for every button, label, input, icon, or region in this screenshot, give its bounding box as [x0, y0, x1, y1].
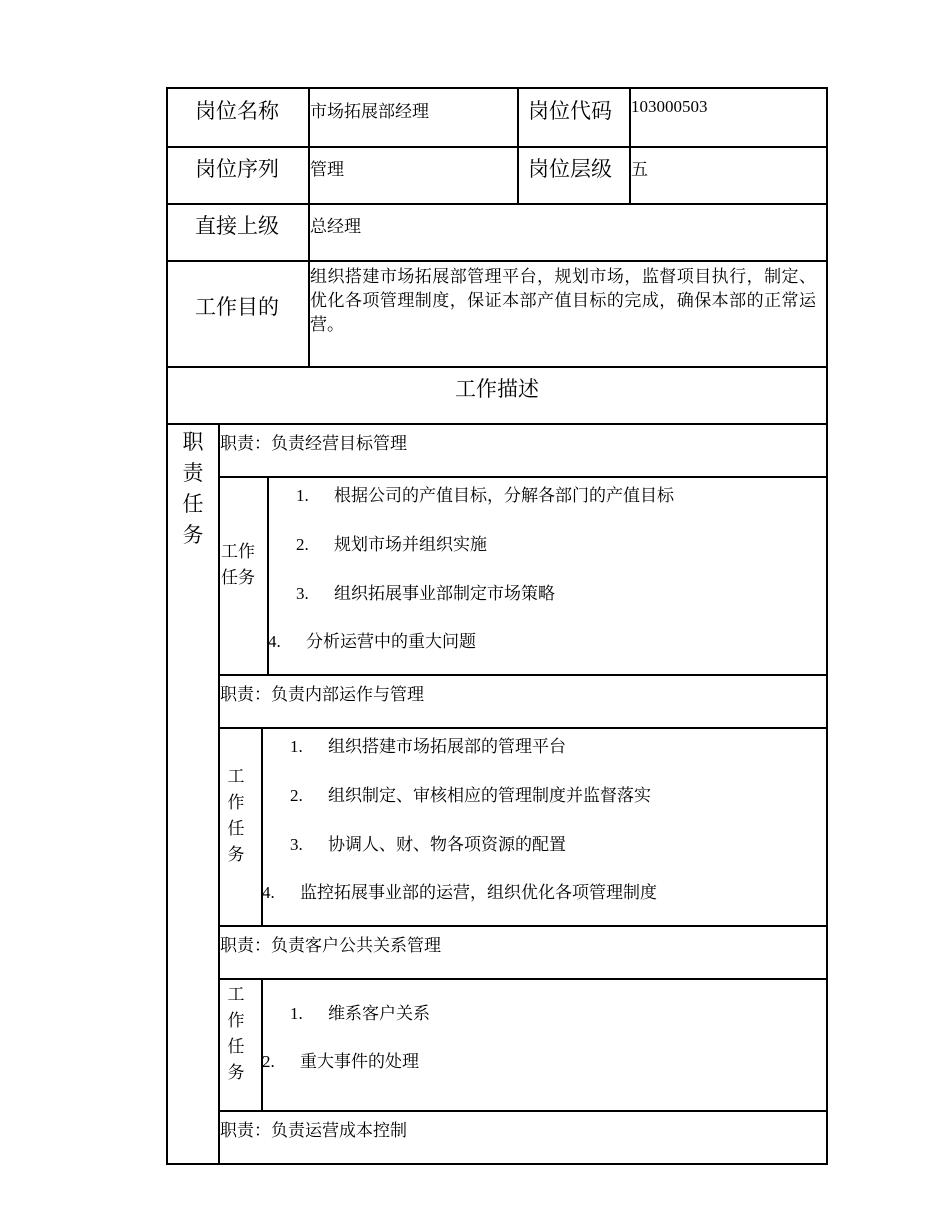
- task-text: 组织制定、审核相应的管理制度并监督落实: [328, 786, 651, 805]
- row-divider: [218, 1110, 828, 1112]
- task-item: [290, 781, 651, 806]
- row-divider: [218, 476, 828, 478]
- position-level-label: 岗位层级: [528, 157, 612, 181]
- row-divider: [218, 674, 828, 676]
- task-number: 3.: [296, 584, 309, 603]
- position-name-value: 市场拓展部经理: [310, 102, 429, 121]
- task-text: 根据公司的产值目标，分解各部门的产值目标: [334, 486, 674, 505]
- task-text: 维系客户关系: [328, 1004, 430, 1023]
- position-level-value: 五: [631, 160, 648, 179]
- task-number: 1.: [290, 737, 303, 756]
- task-text: 重大事件的处理: [300, 1052, 419, 1071]
- work-purpose-label: 工作目的: [195, 295, 279, 319]
- table-border-top: [166, 87, 828, 89]
- description-title: 工作描述: [455, 377, 539, 401]
- task-label: 工作任务: [227, 985, 245, 1082]
- task-number: 1.: [296, 486, 309, 505]
- row-divider: [166, 366, 828, 368]
- task-item: [290, 732, 566, 757]
- task-label: 工作任务: [227, 767, 245, 864]
- position-series-label: 岗位序列: [195, 157, 279, 181]
- task-number: 3.: [290, 835, 303, 854]
- task-item: [290, 830, 566, 855]
- task-label: 工作任务: [221, 542, 255, 587]
- task-text: 分析运营中的重大问题: [306, 632, 476, 651]
- task-item: [262, 878, 657, 903]
- direct-superior-value: 总经理: [310, 217, 361, 236]
- duty-title: 职责：负责运营成本控制: [220, 1121, 407, 1140]
- task-text: 协调人、财、物各项资源的配置: [328, 835, 566, 854]
- duty-title: 职责：负责内部运作与管理: [220, 685, 424, 704]
- task-item: [296, 481, 674, 506]
- row-divider: [166, 146, 828, 148]
- task-item: [296, 530, 487, 555]
- row-divider: [166, 423, 828, 425]
- col-divider: [218, 423, 220, 1164]
- row-divider: [166, 260, 828, 262]
- task-text: 组织拓展事业部制定市场策略: [334, 584, 555, 603]
- col-divider: [517, 87, 519, 204]
- task-text: 组织搭建市场拓展部的管理平台: [328, 737, 566, 756]
- col-divider: [261, 978, 263, 1111]
- table-border-left: [166, 87, 168, 1164]
- task-item: [268, 627, 476, 652]
- table-border-bottom: [166, 1163, 828, 1165]
- task-number: 2.: [296, 535, 309, 554]
- task-item: [290, 999, 430, 1024]
- duty-title: 职责：负责客户公共关系管理: [220, 936, 441, 955]
- task-number: 2.: [262, 1052, 275, 1071]
- direct-superior-label: 直接上级: [195, 214, 279, 238]
- task-item: [296, 579, 555, 604]
- task-text: 监控拓展事业部的运营，组织优化各项管理制度: [300, 883, 657, 902]
- task-number: 4.: [262, 883, 275, 902]
- task-number: 1.: [290, 1004, 303, 1023]
- task-number: 4.: [268, 632, 281, 651]
- position-code-label: 岗位代码: [528, 99, 612, 123]
- position-code-value: 103000503: [631, 97, 708, 116]
- position-name-label: 岗位名称: [195, 99, 279, 123]
- work-purpose-value: 组织搭建市场拓展部管理平台，规划市场，监督项目执行，制定、优化各项管理制度，保证本部产值目标的完成，确保本部的正常运营。: [310, 267, 816, 334]
- duties-label: 职责任务: [182, 430, 204, 547]
- duty-title: 职责：负责经营目标管理: [220, 434, 407, 453]
- task-number: 2.: [290, 786, 303, 805]
- row-divider: [218, 925, 828, 927]
- row-divider: [218, 727, 828, 729]
- position-series-value: 管理: [310, 160, 344, 179]
- row-divider: [166, 203, 828, 205]
- row-divider: [218, 978, 828, 980]
- task-text: 规划市场并组织实施: [334, 535, 487, 554]
- task-item: [262, 1047, 419, 1072]
- table-border-right: [826, 87, 828, 1164]
